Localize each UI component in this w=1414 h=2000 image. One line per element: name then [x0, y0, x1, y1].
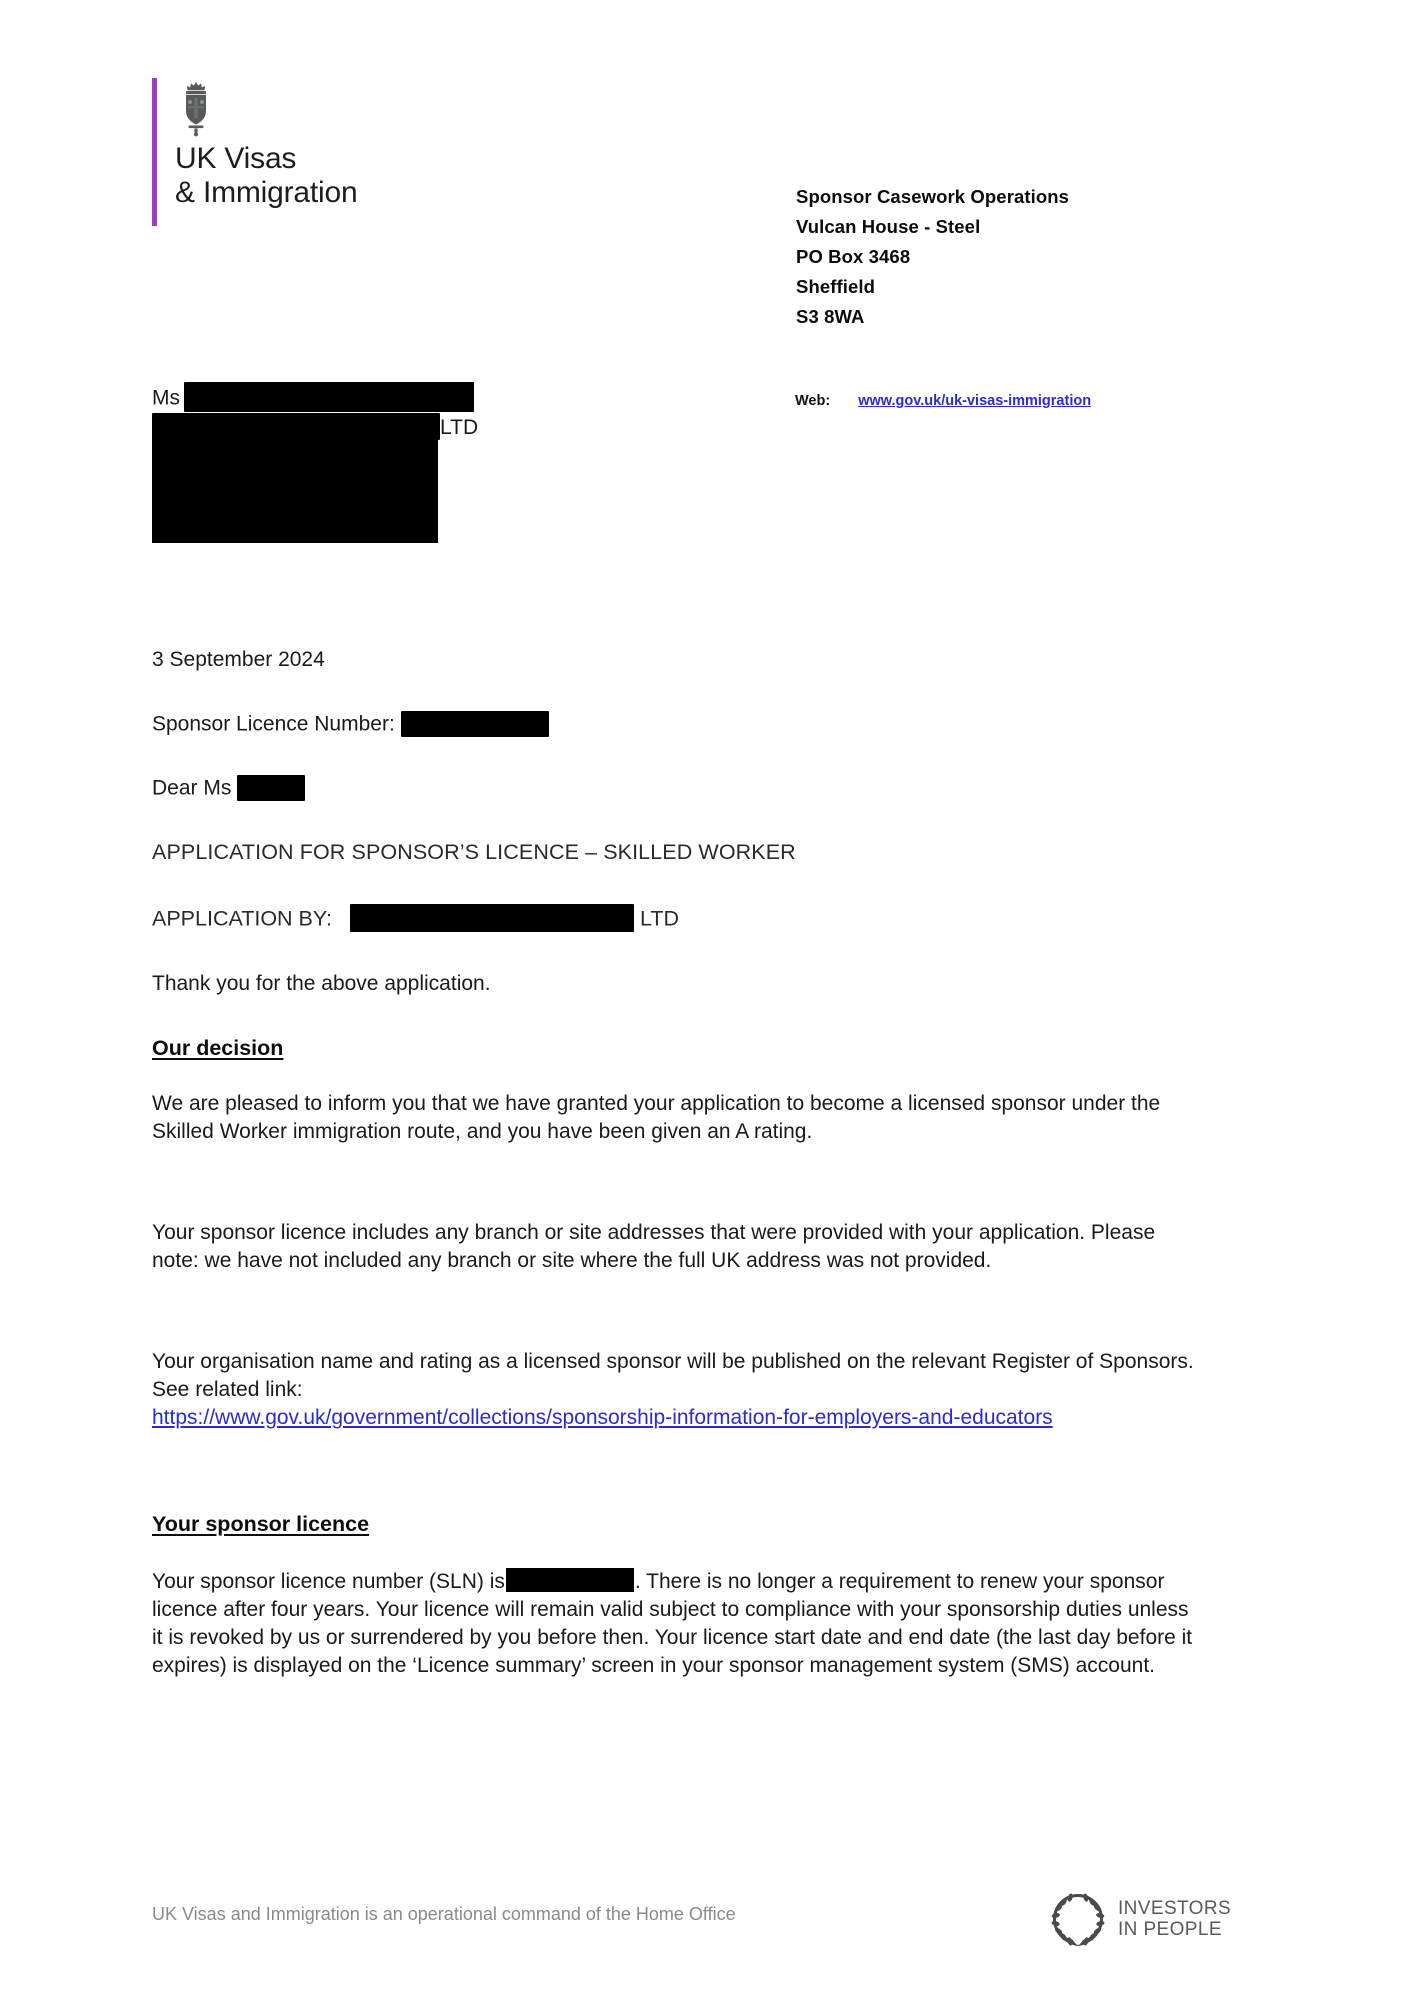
laurel-wreath-icon	[1048, 1890, 1108, 1950]
web-contact-line	[795, 393, 1091, 409]
sln-paragraph-body: . There is no longer a requirement to renew your sponsor licence after four years. Your licence will remain valid subject to compliance with your sponsorship duties unless it is revoked by us or surrendered by you before then. Your licence start date and end date (the last day before it expires) is displayed on the ‘Licence summary’ screen in your sponsor management system (SMS) account.	[152, 1570, 1193, 1677]
sponsor-licence-number-line	[152, 712, 549, 738]
brand-accent-bar	[152, 78, 157, 226]
sln-paragraph-prefix: Your sponsor licence number (SLN) is	[152, 1570, 505, 1593]
ukvi-website-link[interactable]: www.gov.uk/uk-visas-immigration	[858, 393, 1092, 409]
redacted-recipient-address	[152, 438, 438, 543]
sender-line: Sheffield	[796, 275, 876, 297]
company-suffix: LTD	[440, 416, 479, 439]
investors-in-people-logo	[1048, 1890, 1231, 1950]
paragraph-sln-details	[152, 1568, 1200, 1680]
application-by-line	[152, 906, 679, 934]
heading-your-sponsor-licence: Your sponsor licence	[152, 1512, 370, 1536]
ukvi-letterhead	[152, 78, 452, 226]
paragraph-register-of-sponsors	[152, 1348, 1197, 1432]
footer-divider	[0, 1876, 1414, 1877]
letterhead-line-1: UK Visas	[175, 142, 297, 175]
letter-date: 3 September 2024	[152, 648, 325, 671]
sender-line: Vulcan House - Steel	[796, 215, 981, 237]
register-of-sponsors-link[interactable]: https://www.gov.uk/government/collections/sponsorship-information-for-employers-and-educators	[152, 1405, 1053, 1429]
iip-line-2: IN PEOPLE	[1118, 1919, 1222, 1940]
sender-line: S3 8WA	[796, 305, 865, 327]
sender-address-block	[796, 182, 1069, 332]
letter-subject-heading: APPLICATION FOR SPONSOR’S LICENCE – SKILLED WORKER	[152, 840, 796, 864]
redacted-applicant-name	[350, 904, 634, 932]
royal-crest-icon	[175, 80, 217, 138]
iip-line-1: INVESTORS	[1118, 1898, 1232, 1920]
sponsor-licence-number-label: Sponsor Licence Number:	[152, 712, 395, 736]
paragraph-decision-granted: We are pleased to inform you that we have granted your application to become a licensed sponsor under the Skilled Worker immigration route, and you have been given an A rating.	[152, 1092, 1161, 1143]
sender-line: Sponsor Casework Operations	[796, 186, 1070, 207]
redacted-company-name	[152, 413, 440, 440]
application-by-label: APPLICATION BY:	[152, 906, 333, 931]
application-by-suffix: LTD	[640, 906, 680, 931]
redacted-recipient-name	[184, 382, 474, 412]
heading-our-decision: Our decision	[152, 1036, 284, 1060]
salutation-text: Dear Ms	[152, 776, 232, 800]
thank-you-paragraph: Thank you for the above application.	[152, 972, 491, 995]
recipient-address-block	[152, 384, 478, 444]
salutation-line	[152, 776, 305, 802]
sender-line: PO Box 3468	[796, 245, 911, 267]
redacted-sponsor-licence-number	[401, 711, 549, 737]
redacted-salutation-name	[237, 775, 305, 801]
redacted-sln-value	[506, 1568, 634, 1592]
letterhead-line-2: & Immigration	[175, 175, 358, 209]
footer-disclaimer: UK Visas and Immigration is an operational command of the Home Office	[152, 1904, 736, 1924]
recipient-title: Ms	[152, 386, 180, 410]
paragraph-branch-sites: Your sponsor licence includes any branch or site addresses that were provided with your application. Please note: we have not included any branch or site where the full UK address was not provided.	[152, 1221, 1156, 1272]
web-label: Web:	[795, 393, 831, 409]
register-paragraph-text: Your organisation name and rating as a licensed sponsor will be published on the relevant Register of Sponsors. See related link:	[152, 1350, 1194, 1401]
